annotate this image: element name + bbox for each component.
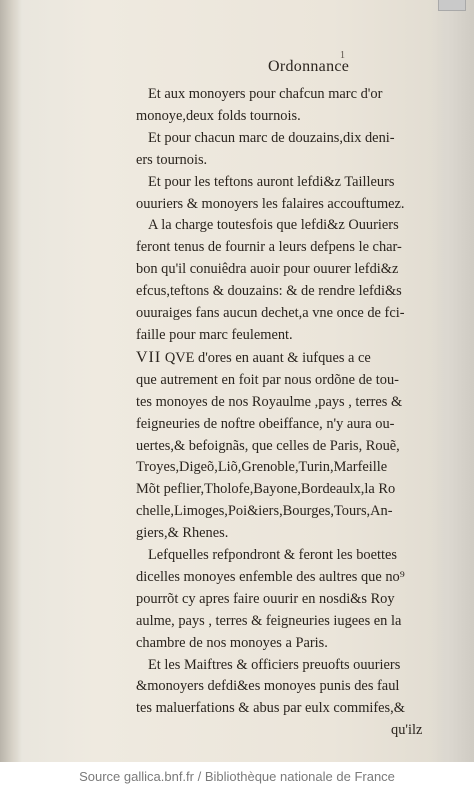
text-line: Et les Maiftres & officiers preuofts ouuriers <box>148 656 401 673</box>
text-line: Et pour les teftons auront lefdi&z Tailleurs <box>148 173 395 190</box>
text-line: pourrõt cy apres faire ouurir en nosdi&s Roy <box>136 590 395 607</box>
paper-clip-mark <box>438 0 466 11</box>
text-line: chelle,Limoges,Poi&iers,Bourges,Tours,An- <box>136 503 393 520</box>
text-line: Mõt peflier,Tholofe,Bayone,Bordeaulx,la Ro <box>136 481 396 498</box>
text-line: monoye,deux folds tournois. <box>136 107 301 124</box>
text-line: aulme, pays , terres & feigneuries iugees en la <box>136 612 402 629</box>
binding-gutter <box>0 0 22 762</box>
text-line: faille pour marc feulement. <box>136 326 293 343</box>
text-line: chambre de nos monoyes a Paris. <box>136 634 328 651</box>
text-line: tes monoyes de nos Royaulme ,pays , terres & <box>136 393 403 410</box>
text-line: feigneuries de noftre obeiffance, n'y aura ou- <box>136 415 395 432</box>
text-line: que autrement en foit par nous ordõne de tou- <box>136 371 399 388</box>
text-line: Lefquelles refpondront & feront les boettes <box>148 547 397 564</box>
text-line: giers,& Rhenes. <box>136 525 229 542</box>
catchword: qu'ilz <box>391 722 423 739</box>
text-line: &monoyers defdi&es monoyes punis des faul <box>136 678 400 695</box>
text-line: Et pour chacun marc de douzains,dix deni- <box>148 129 395 146</box>
text-line: ouuraiges fans aucun dechet,a vne once de fci- <box>136 305 405 322</box>
text-line: dicelles monoyes enfemble des aultres que no⁹ <box>136 568 405 585</box>
text-line: Troyes,Digeõ,Liõ,Grenoble,Turin,Marfeille <box>136 459 388 476</box>
text-line: uertes,& befoignãs, que celles de Paris, Rouẽ, <box>136 437 400 454</box>
text-line: Et aux monoyers pour chafcun marc d'or <box>148 86 383 102</box>
running-head: Ordonnance <box>268 58 350 75</box>
source-footer: Source gallica.bnf.fr / Bibliothèque nationale de France <box>0 762 474 792</box>
text-line: ers tournois. <box>136 151 208 168</box>
text-line: bon qu'il conuiêdra auoir pour ouurer lefdi&z <box>136 261 399 278</box>
text-line: efcus,teftons & douzains: & de rendre lefdi&s <box>136 283 402 300</box>
article-first-line <box>136 347 442 370</box>
text-line: A la charge toutesfois que lefdi&z Ouuriers <box>148 217 399 234</box>
text-line: ouuriers & monoyers les falaires accouftumez. <box>136 195 405 212</box>
article-opening: QVE d'ores en auant & iufques a ce <box>164 349 371 366</box>
article-number: VII <box>136 348 162 366</box>
folio-mark: 1 <box>340 50 345 61</box>
text-line: feront tenus de fournir a leurs defpens le char- <box>136 239 402 256</box>
text-line: tes maluerfations & abus par eulx commifes,& <box>136 700 405 717</box>
body-text <box>136 84 442 742</box>
